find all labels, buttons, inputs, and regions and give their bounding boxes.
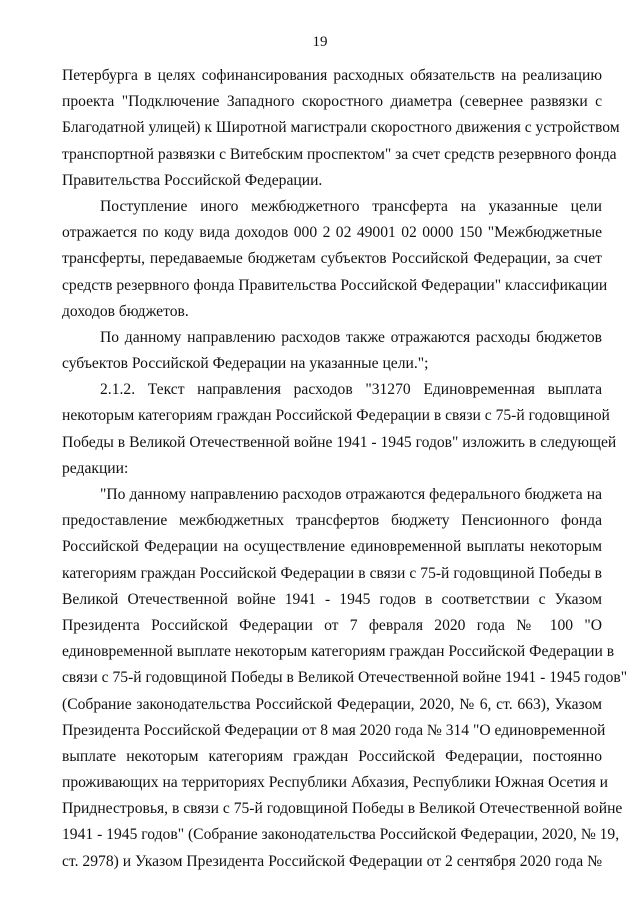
- text-line: субъектов Российской Федерации на указанные цели.";: [62, 355, 429, 373]
- text-line: Приднестровья, в связи с 75-й годовщиной Победы в Великой Отечественной войне: [62, 800, 623, 818]
- text-line: 1941 - 1945 годов" (Собрание законодательства Российской Федерации, 2020, № 19,: [62, 826, 620, 844]
- text-line: выплате некоторым категориям граждан Российской Федерации, постоянно: [62, 747, 602, 765]
- text-line: (Собрание законодательства Российской Федерации, 2020, № 6, ст. 663), Указом: [62, 695, 602, 713]
- text-line: трансферты, передаваемые бюджетам субъектов Российской Федерации, за счет: [62, 250, 602, 268]
- text-line: единовременной выплате некоторым категориям граждан Российской Федерации в: [62, 643, 615, 661]
- text-line: предоставление межбюджетных трансфертов бюджету Пенсионного фонда: [62, 512, 602, 530]
- text-line: редакции:: [62, 459, 129, 477]
- document-body-text: [62, 63, 628, 875]
- text-line: доходов бюджетов.: [62, 302, 189, 320]
- text-line: средств резервного фонда Правительства Российской Федерации" классификации: [62, 276, 608, 294]
- text-line: категориям граждан Российской Федерации в связи с 75-й годовщиной Победы в: [62, 564, 602, 582]
- text-line: Поступление иного межбюджетного трансферта на указанные цели: [100, 197, 602, 215]
- text-line: Победы в Великой Отечественной войне 1941 - 1945 годов" изложить в следующей: [62, 433, 617, 451]
- text-line: По данному направлению расходов также отражаются расходы бюджетов: [100, 328, 602, 346]
- text-line: некоторым категориям граждан Российской Федерации в связи с 75-й годовщиной: [62, 407, 610, 425]
- text-line: Петербурга в целях софинансирования расходных обязательств на реализацию: [62, 67, 602, 84]
- text-line: связи с 75-й годовщиной Победы в Великой Отечественной войне 1941 - 1945 годов": [62, 669, 628, 687]
- text-line: 2.1.2. Текст направления расходов "31270 Единовременная выплата: [100, 381, 602, 399]
- text-line: проекта "Подключение Западного скоростного диаметра (севернее развязки с: [62, 93, 602, 111]
- text-line: Президента Российской Федерации от 7 февраля 2020 года № 100 "О: [62, 616, 602, 634]
- text-line: Президента Российской Федерации от 8 мая 2020 года № 314 "О единовременной: [62, 721, 606, 739]
- text-line: Благодатной улицей) к Широтной магистрали скоростного движения с устройством: [62, 119, 620, 137]
- text-line: отражается по коду вида доходов 000 2 02 49001 02 0000 150 "Межбюджетные: [62, 224, 602, 242]
- text-line: ст. 2978) и Указом Президента Российской Федерации от 2 сентября 2020 года №: [62, 852, 602, 870]
- text-line: "По данному направлению расходов отражаются федерального бюджета на: [100, 486, 602, 503]
- text-line: Великой Отечественной войне 1941 - 1945 годов в соответствии с Указом: [62, 590, 602, 608]
- text-line: Правительства Российской Федерации.: [62, 171, 323, 189]
- page-number: 19: [312, 34, 328, 50]
- text-line: проживающих на территориях Республики Абхазия, Республики Южная Осетия и: [62, 774, 608, 792]
- text-line: транспортной развязки с Витебским проспектом" за счет средств резервного фонда: [62, 145, 617, 163]
- text-line: Российской Федерации на осуществление единовременной выплаты некоторым: [62, 538, 602, 556]
